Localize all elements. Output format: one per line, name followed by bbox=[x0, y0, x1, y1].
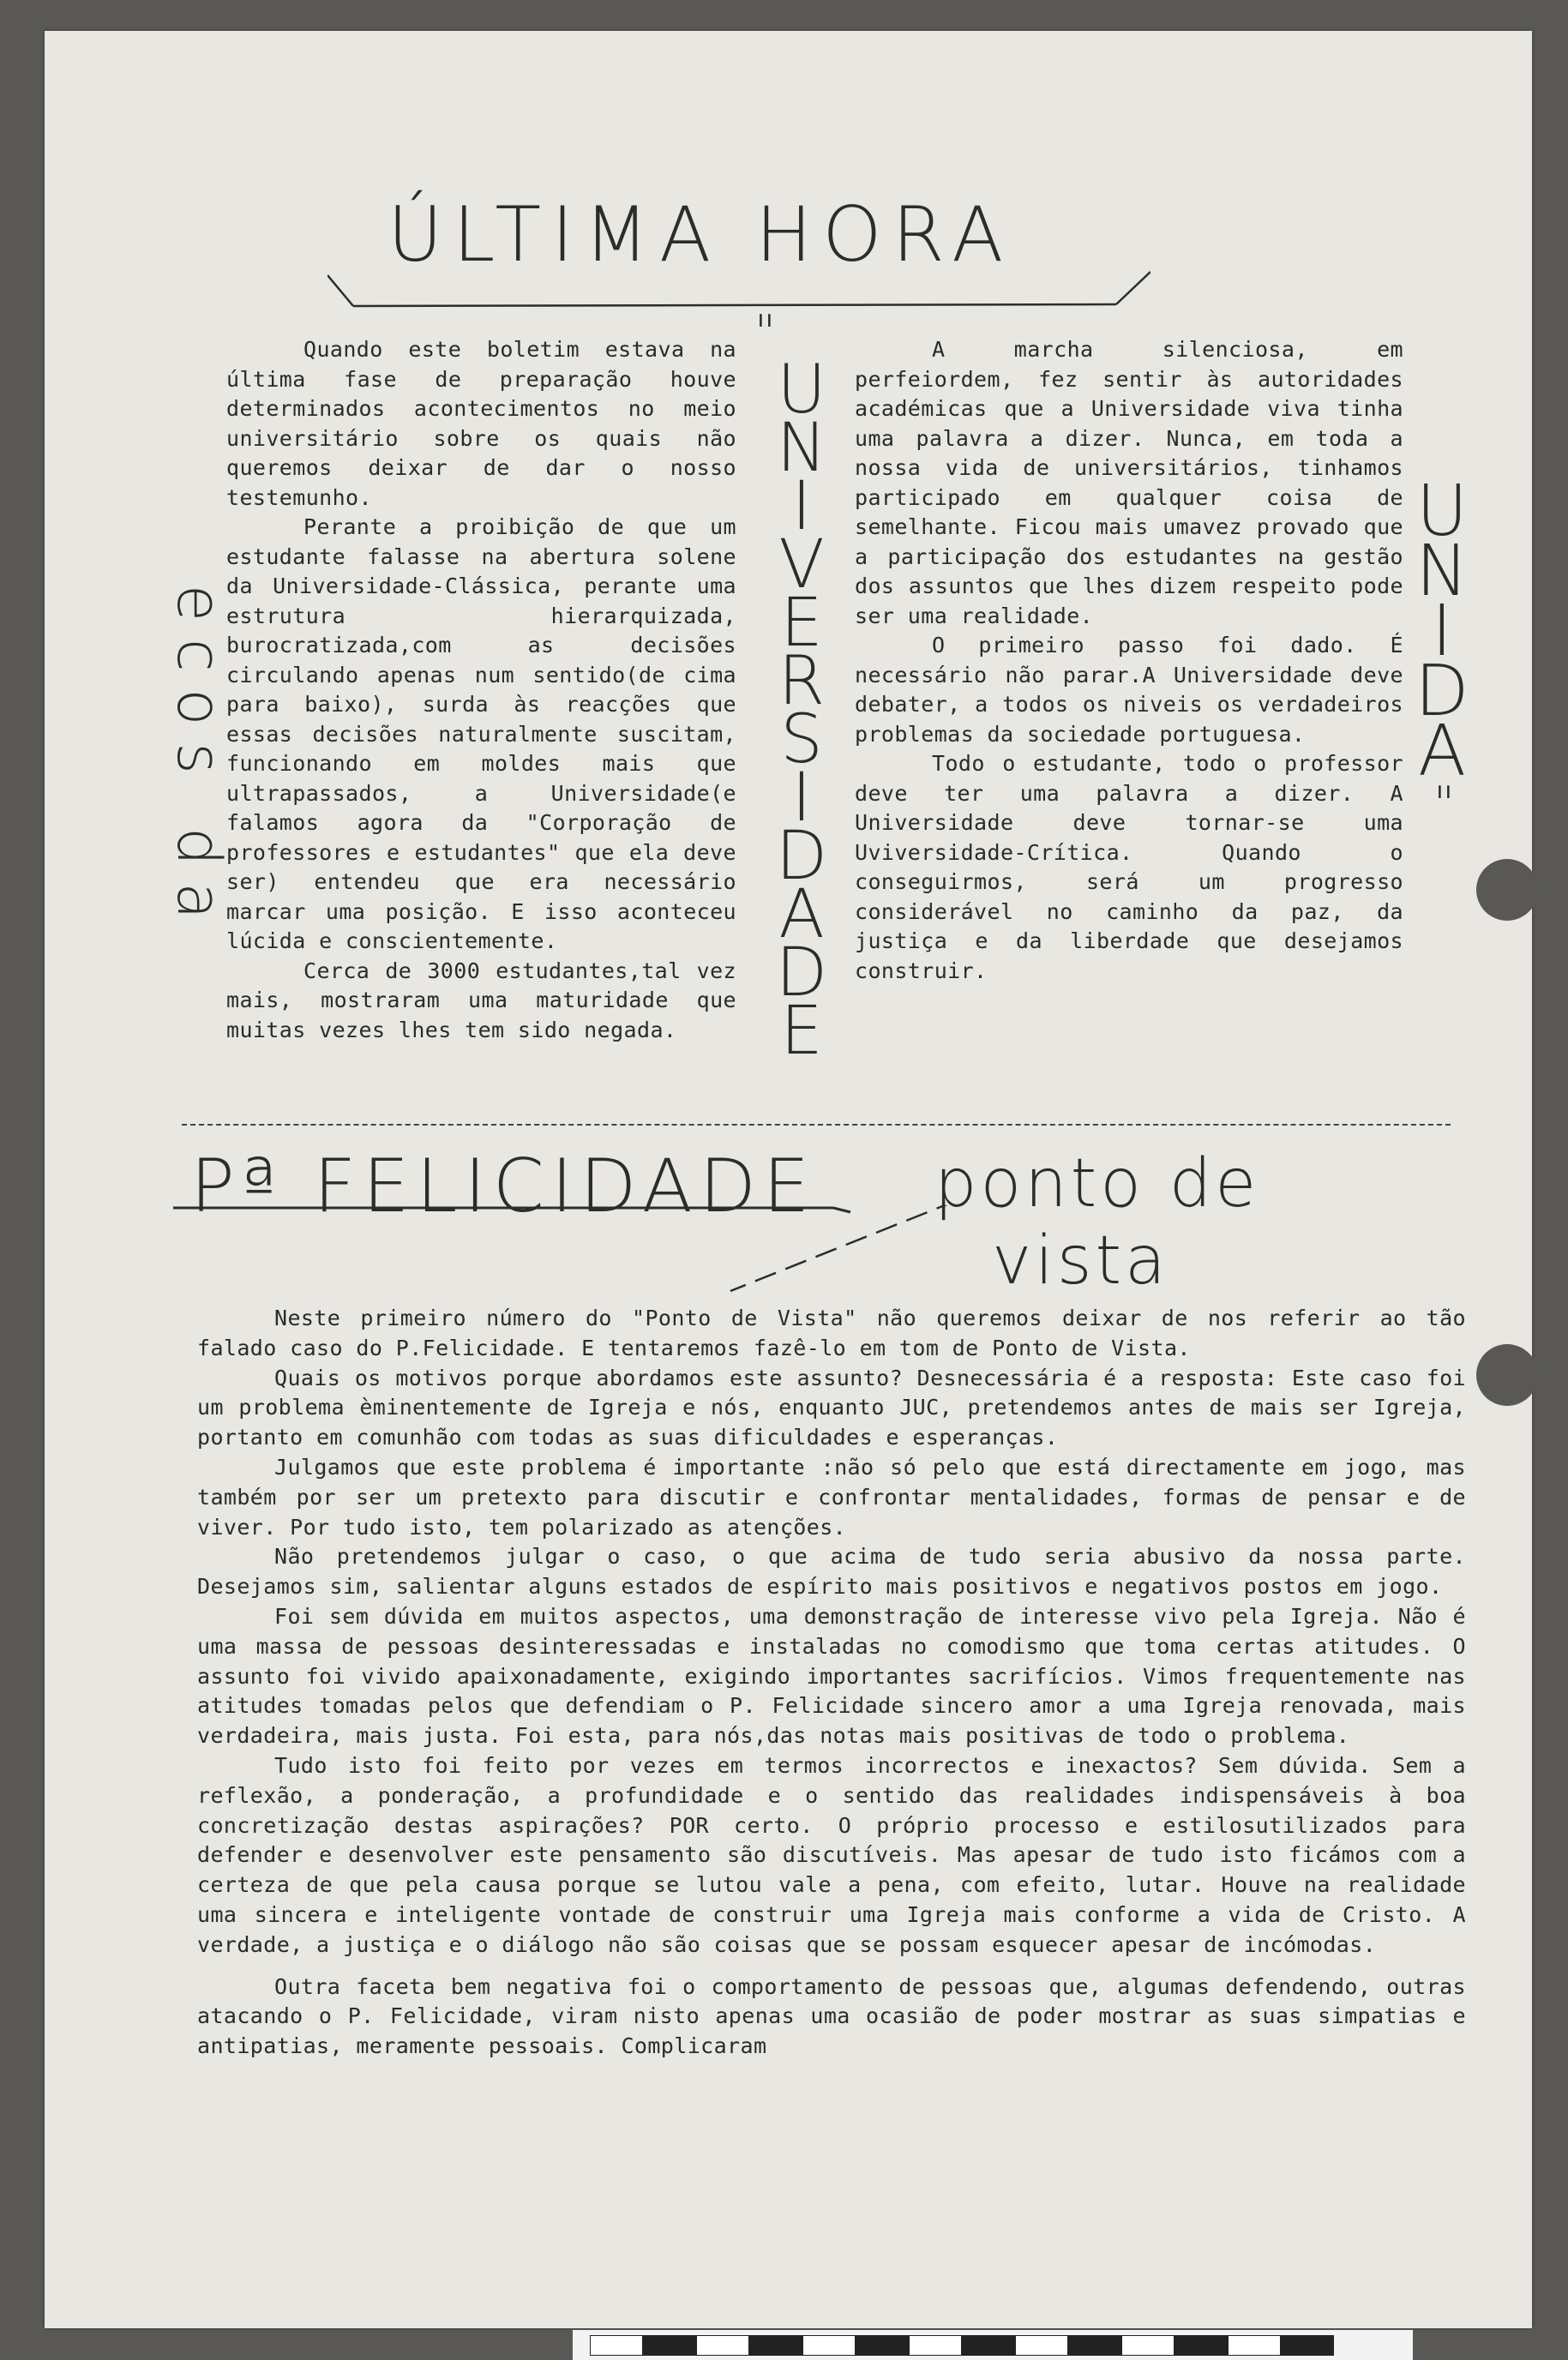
punch-hole bbox=[1476, 859, 1538, 921]
paragraph: Julgamos que este problema é importante :não só pelo que está directamente em jogo, mas também por ser um pretexto para discutir e confrontar mentalidades, formas de pensar e de viver. Por tudo isto, tem polarizado as atenções. bbox=[197, 1454, 1466, 1540]
quote-open-mark: " bbox=[754, 305, 776, 359]
felicidade-body bbox=[197, 1304, 1466, 2062]
vertical-word-universidade bbox=[772, 351, 832, 1070]
paragraph: Perante a proibição de que um estudante falasse na abertura solene da Universidade-Clássica, perante uma estrutura hierarquizada, burocratizada,com as decisões circulando apenas num sentido(de cima para baixo), surda às reacções que essas decisões naturalmente suscitam, funcionando em moldes mais que ultrapassados, a Universidade(e falamos agora da "Corporação de professores e estudantes" que ela deve ser) entendeu que era necessário marcar uma posição. E isso aconteceu lúcida e conscientemente. bbox=[226, 514, 736, 953]
paragraph: A marcha silenciosa, em perfeiordem, fez sentir às autoridades académicas que a Universidade viva tinha uma palavra a dizer. Nunca, em toda a nossa vida de universitários, tinhamos participado em qualquer coisa de semelhante. Ficou mais umavez provado que a participação dos estudantes na gestão dos assuntos que lhes dizem respeito pode ser uma realidade. bbox=[855, 337, 1403, 628]
margin-label-ecos-da: ecos da bbox=[164, 585, 234, 937]
paragraph: Todo o estudante, todo o professor deve ter uma palavra a dizer. A Universidade deve tornar-se uma Uviversidade-Crítica. Quando o conseguirmos, será um progresso considerável no caminho da paz, da justiça e da liberdade que desejamos construir. bbox=[855, 751, 1403, 983]
paragraph: Outra faceta bem negativa foi o comportamento de pessoas que, algumas defendendo, outras atacando o P. Felicidade, viram nisto apenas uma ocasião de poder mostrar as suas simpatias e antipatias, meramente pessoais. Complicaram bbox=[197, 1973, 1466, 2059]
vertical-letter: V bbox=[778, 526, 825, 604]
vertical-letter: I bbox=[791, 760, 812, 837]
punch-hole bbox=[1476, 1344, 1538, 1406]
ponto-de-vista-title-line1: ponto de bbox=[934, 1145, 1260, 1222]
section-divider bbox=[182, 1124, 1451, 1126]
scale-ruler bbox=[573, 2330, 1413, 2360]
paragraph: Quando este boletim estava na última fase de preparação houve determinados acontecimentos no meio universitário sobre os quais não queremos deixar de dar o nosso testemunho. bbox=[226, 337, 736, 510]
vertical-letter: D bbox=[775, 934, 828, 1012]
vertical-letter: U bbox=[777, 351, 826, 429]
vertical-letter: E bbox=[780, 993, 823, 1070]
vertical-word-unida bbox=[1408, 471, 1476, 792]
vertical-letter: A bbox=[778, 876, 825, 953]
vertical-letter: E bbox=[780, 585, 823, 662]
vertical-letter: D bbox=[1415, 651, 1469, 732]
paragraph: O primeiro passo foi dado. É necessário não parar.A Universidade deve debater, a todos os niveis os verdadeiros problemas da sociedade portuguesa. bbox=[855, 633, 1403, 747]
vertical-letter: R bbox=[778, 643, 826, 720]
paragraph: Quais os motivos porque abordamos este assunto? Desnecessária é a resposta: Este caso foi um problema èminentemente de Igreja e nós, enquanto JUC, pretendemos antes de mais ser Igreja, portanto em comunhão com todas as suas dificuldades e esperanças. bbox=[197, 1365, 1466, 1450]
vertical-letter: D bbox=[775, 818, 828, 895]
paragraph: Não pretendemos julgar o caso, o que acima de tudo seria abusivo da nossa parte. Desejamos sim, salientar alguns estados de espírito mais positivos e negativos postos em jogo. bbox=[197, 1544, 1466, 1600]
vertical-letter: U bbox=[1415, 471, 1469, 552]
vertical-letter: I bbox=[1431, 591, 1453, 672]
ultima-hora-underline bbox=[327, 241, 1150, 309]
vertical-letter: I bbox=[791, 468, 812, 545]
paragraph: Cerca de 3000 estudantes,tal vez mais, mostraram uma maturidade que muitas vezes lhes tem sido negada. bbox=[226, 958, 736, 1042]
ultima-hora-right-column bbox=[855, 335, 1403, 986]
document-page bbox=[45, 31, 1532, 2328]
paragraph: Tudo isto foi feito por vezes em termos incorrectos e inexactos? Sem dúvida. Sem a reflexão, a ponderação, a profundidade e o sentido das realidades indispensáveis à boa concretização destas aspirações? POR certo. O próprio processo e estilosutilizados para defender e desenvolver este pensamento são discutíveis. Mas apesar de tudo isto ficámos com a certeza de que pela causa porque se lutou vale a pena, com efeito, lutar. Houve na realidade uma sincera e inteligente vontade de construir uma Igreja mais conforme a vida de Cristo. A verdade, a justiça e o diálogo não são coisas que se possam esquecer apesar de incómodas. bbox=[197, 1752, 1466, 1957]
vertical-letter: N bbox=[776, 410, 827, 487]
paragraph: Foi sem dúvida em muitos aspectos, uma demonstração de interesse vivo pela Igreja. Não é uma massa de pessoas desinteressadas e instaladas no comodismo que toma certas atitudes. O assunto foi vivido apaixonadamente, exigindo importantes sacrifícios. Vimos frequentemente nas atitudes tomadas pelos que defendiam o P. Felicidade sincero amor a uma Igreja renovada, mais verdadeira, mais justa. Foi esta, para nós,das notas mais positivas de todo o problema. bbox=[197, 1603, 1466, 1749]
ultima-hora-left-column bbox=[226, 335, 736, 1045]
ultima-hora-title: ÚLTIMA HORA bbox=[387, 190, 1014, 279]
quote-close-mark: " bbox=[1433, 777, 1455, 831]
paragraph: Neste primeiro número do "Ponto de Vista" não queremos deixar de nos referir ao tão falado caso do P.Felicidade. E tentaremos fazê-lo em tom de Ponto de Vista. bbox=[197, 1306, 1466, 1360]
ponto-de-vista-title-line2: vista bbox=[992, 1222, 1169, 1300]
vertical-letter: N bbox=[1415, 531, 1469, 612]
vertical-letter: A bbox=[1417, 711, 1467, 792]
vertical-letter: S bbox=[780, 701, 823, 778]
felicidade-decor-lines bbox=[173, 1205, 996, 1300]
felicidade-title: Pª FELICIDADE bbox=[190, 1144, 817, 1229]
